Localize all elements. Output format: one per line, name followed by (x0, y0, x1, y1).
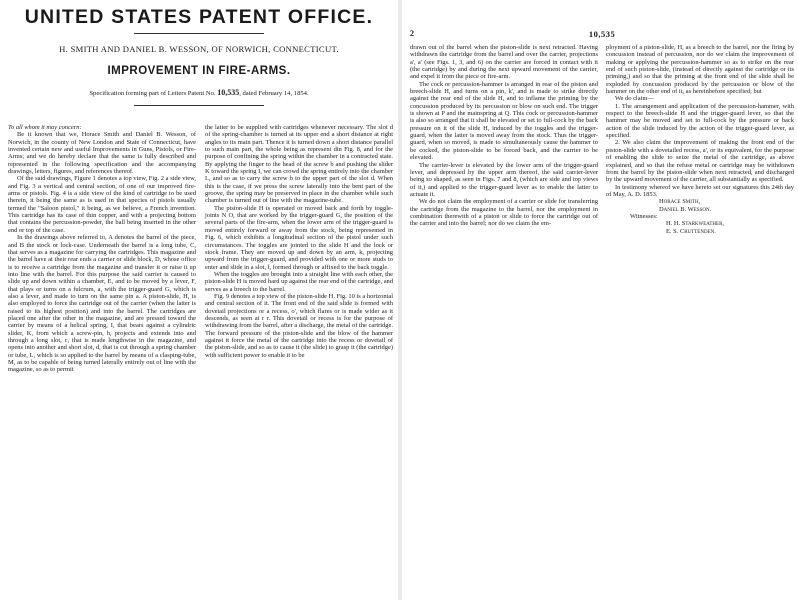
text-column-4 (606, 44, 794, 235)
paragraph: The cock or percussion-hammer is arranged in rear of the piston and breech-slide H, and turns on a pin, k', and is made to strike directly against the rear end of the slide H, and to inflame the priming by the concussion produced by its percussion or blow on such end. The trigger is shown at P and the mainspring at Q. This cock or percussion-hammer is also so arranged that it shall be elevated or set to full-cock by the back pressure on it of the slide H, induced by the toggles and the trigger-guard, when the latter is moved away from the stock. Thus the trigger-guard, when so moved, is made to simultaneously cause the hammer to be cocked, the piston-slide to be forced back, and the carrier to be elevated. (410, 80, 598, 162)
salutation: To all whom it may concern: (8, 124, 82, 131)
paragraph: Of the said drawings, Figure 1 denotes a top view, Fig. 2 a side view, and Fig. 3 a vertical and central section, of one of our improved fire-arms or pistols. Fig. 4 is a side view of the kind of cartridge to be used therein, it being the same as is used in that species of pistols usually termed the "Saloon pistol," it being, as we believe, a French invention. This cartridge has its case of thin copper, and with a projecting bottom that contains the percussion-powder, the ball being inserted in the other end or top of the case. (8, 175, 196, 234)
witness-starkweather: H. H. Starkweather, (666, 220, 725, 228)
signature-horace-smith: Horace Smith, (659, 198, 701, 206)
title-divider (134, 33, 264, 34)
paragraph: We do not claim the employment of a carrier or slide for transferring the cartridge from the magazine to the barrel, nor the employment in combination therewith of a piston or slide to force the cartridge out of the carrier and into the barrel; nor do we claim the em- (410, 198, 598, 228)
patent-page-1 (0, 0, 398, 600)
paragraph: Be it known that we, Horace Smith and Daniel B. Wesson, of Norwich, in the county of New London and State of Connecticut, have invented certain new and useful Improvements in Guns, Pistols, or Fire-Arms; and we do hereby declare that the same is fully described and represented in the following specification and the accompanying drawings, letters, figures, and references thereof. (8, 131, 196, 176)
paragraph: drawn out of the barrel when the piston-slide is next retracted. Having withdrawn the cartridge from the barrel and over the carrier, projections a', a' (see Figs. 1, 3, and 6) on the carrier are forced in contact with it (the cartridge) by and during the next upward movement of the carrier, and expel it from the piece or fire-arm. (410, 44, 598, 81)
paragraph: In the drawings above referred to, A denotes the barrel of the piece, and B the stock or lock-case. Underneath the barrel is a long tube, C, that serves as a magazine for carrying the cartridges. This magazine and the barrel have at their rear ends a carrier or slide block, D, whose office is to receive a cartridge from the magazine and transfer it or raise it up into line with the barrel. For this purpose the said carrier is caused to slide up and down within a chamber, E, and to be moved by a lever, F, that plays or turns on a fulcrum, a, with the trigger-guard G, which is also a lever, and made to turn on the same pin a. A piston-slide, H, is also employed to force the cartridge out of the carrier (when the latter is raised to its highest position) and into the barrel. The cartridges are placed one after the other in the magazine, and are pressed toward the carrier by means of a helical spring, I, that bears against a cylindric slider, K, from which a screw-pin, b, projects and extends into and through a long slot, c, that is made lengthwise in the magazine, and opens into another and short slot, d, that is cut through a spring chamber or tube, L, which is so applied to the barrel by means of a clasping-tube, M, as to be capable of being turned laterally entirely out of line with the magazine, so as to permit (8, 234, 196, 374)
running-patent-number: 10,535 (588, 29, 616, 39)
signature-daniel-wesson: Daniel B. Wesson. (659, 205, 712, 213)
claim-2: 2. We also claim the improvement of making the front end of the piston-slide with a dovetailed recess, a', or its equivalent, for the purpose of enabling the slide to seize the metal of the cartridge, as above explained, and so that the refuse metal or cartridge may be withdrawn from the barrel by the piston-slide when next retracted, and discharged by the upward movement of the carrier, all substantially as specified. (606, 139, 794, 184)
spec-patent-number: 10,535 (217, 88, 240, 97)
inventors-line: H. SMITH AND DANIEL B. WESSON, OF NORWICH, CONNECTICUT. (59, 44, 339, 54)
paragraph: When the toggles are brought into a straight line with each other, the piston-slide H is moved hard up against the rear end of the cartridge, and serves as a breech to the barrel. (205, 270, 393, 293)
testimony-clause: In testimony whereof we have hereto set our signatures this 24th day of May, A. D. 1853. (606, 183, 794, 198)
witnesses-label: Witnesses: (630, 212, 658, 220)
text-column-3 (410, 44, 598, 228)
invention-title: IMPROVEMENT IN FIRE-ARMS. (107, 65, 291, 77)
page-number: 2 (410, 29, 414, 38)
claims-heading: We do claim— (615, 95, 654, 103)
specification-line (8, 88, 390, 97)
text-column-2 (205, 124, 393, 359)
spec-suffix: , dated February 14, 1854. (239, 90, 309, 97)
witness-cruttenden: E. S. Cruttenden. (666, 227, 716, 235)
office-title: UNITED STATES PATENT OFFICE. (24, 6, 374, 28)
paragraph: The carrier-lever is elevated by the lower arm of the trigger-guard lever, and depressed by the upper arm thereof, the said carrier-lever being so shaped, as seen in Figs. 7 and 8, (which are side and top views of it,) and applied to the trigger-guard lever as to enable the latter to actuate it. (410, 161, 598, 198)
spec-prefix: Specification forming part of Letters Patent No. (89, 90, 216, 97)
text-column-1 (8, 124, 196, 374)
patent-page-2 (402, 0, 798, 600)
paragraph: Fig. 9 denotes a top view of the piston-slide H. Fig. 10 is a horizontal and central section of it. The front end of the said slide is formed with dovetail projections or a recess, o', which flares or is made wider as it descends, as seen at r r. This dovetail or recess is for the purpose of withdrawing from the barrel, after a discharge, the metal of the cartridge. The forward pressure of the piston-slide and the blow of the hammer against it force the metal of the cartridge into the recess or dovetail of the piston-slide, and so as to cause it (the slide) to grasp it (the cartridge) with sufficient power to enable it to be (205, 292, 393, 359)
paragraph: the latter to be supplied with cartridges whenever necessary. The slot d of the spring-chamber is turned at its upper end a short distance at right angles to its main part. Thence it is turned down a short distance parallel to such main part, the whole being as represent din Fig. 8, and for the purpose of confining the spring within the chamber in a contracted state. By applying the finger to the head of the screw b and pushing the slider K toward the spring I, we can crowd the spring entirely into the chamber L, and so as to carry the screw b to the upper part of the slot d. When this is the case, if we press the screw laterally into the bent part of the groove, the spring may be preserved in place in the chamber while such chamber is turned out of line with the magazine-tube. (205, 124, 393, 205)
spec-divider (134, 105, 264, 106)
paragraph: ployment of a piston-slide, H, as a breech to the barrel, nor the firing by concussion instead of percussion, nor do we claim the improvement of making or applying the percussion-hammer so as to strike on the rear end of such piston-slide, (instead of directly against the cartridge or its priming,) and so that the priming at the front end of the slide shall be exploded by concussion produced by the percussion or blow of the hammer on the other end of it, as hereinbefore specified; but (606, 44, 794, 96)
paragraph: The piston-slide H is operated or moved back and forth by toggle-joints N O, that are worked by the trigger-guard G, the position of the several parts of the fire-arm, when the lower arm of the trigger-guard is moved entirely forward or away from the stock, being represented in Fig. 6, which exhibits a longitudinal section of the pistol under such circumstances. The toggles are jointed to the slide H and the lock or stock frame. They are moved up and down by an arm, k, projecting upward from the trigger-guard, and provided with one or more studs to enter and slide in a slot, l, formed through or affixed to the back toggle. (205, 204, 393, 271)
claim-1: 1. The arrangement and application of the percussion-hammer, with respect to the breech-slide H and the trigger-guard lever, so that the hammer may be moved and set to full-cock by the pressure or back action of the slide induced by the action of the trigger-guard lever, as specified. (606, 102, 794, 140)
